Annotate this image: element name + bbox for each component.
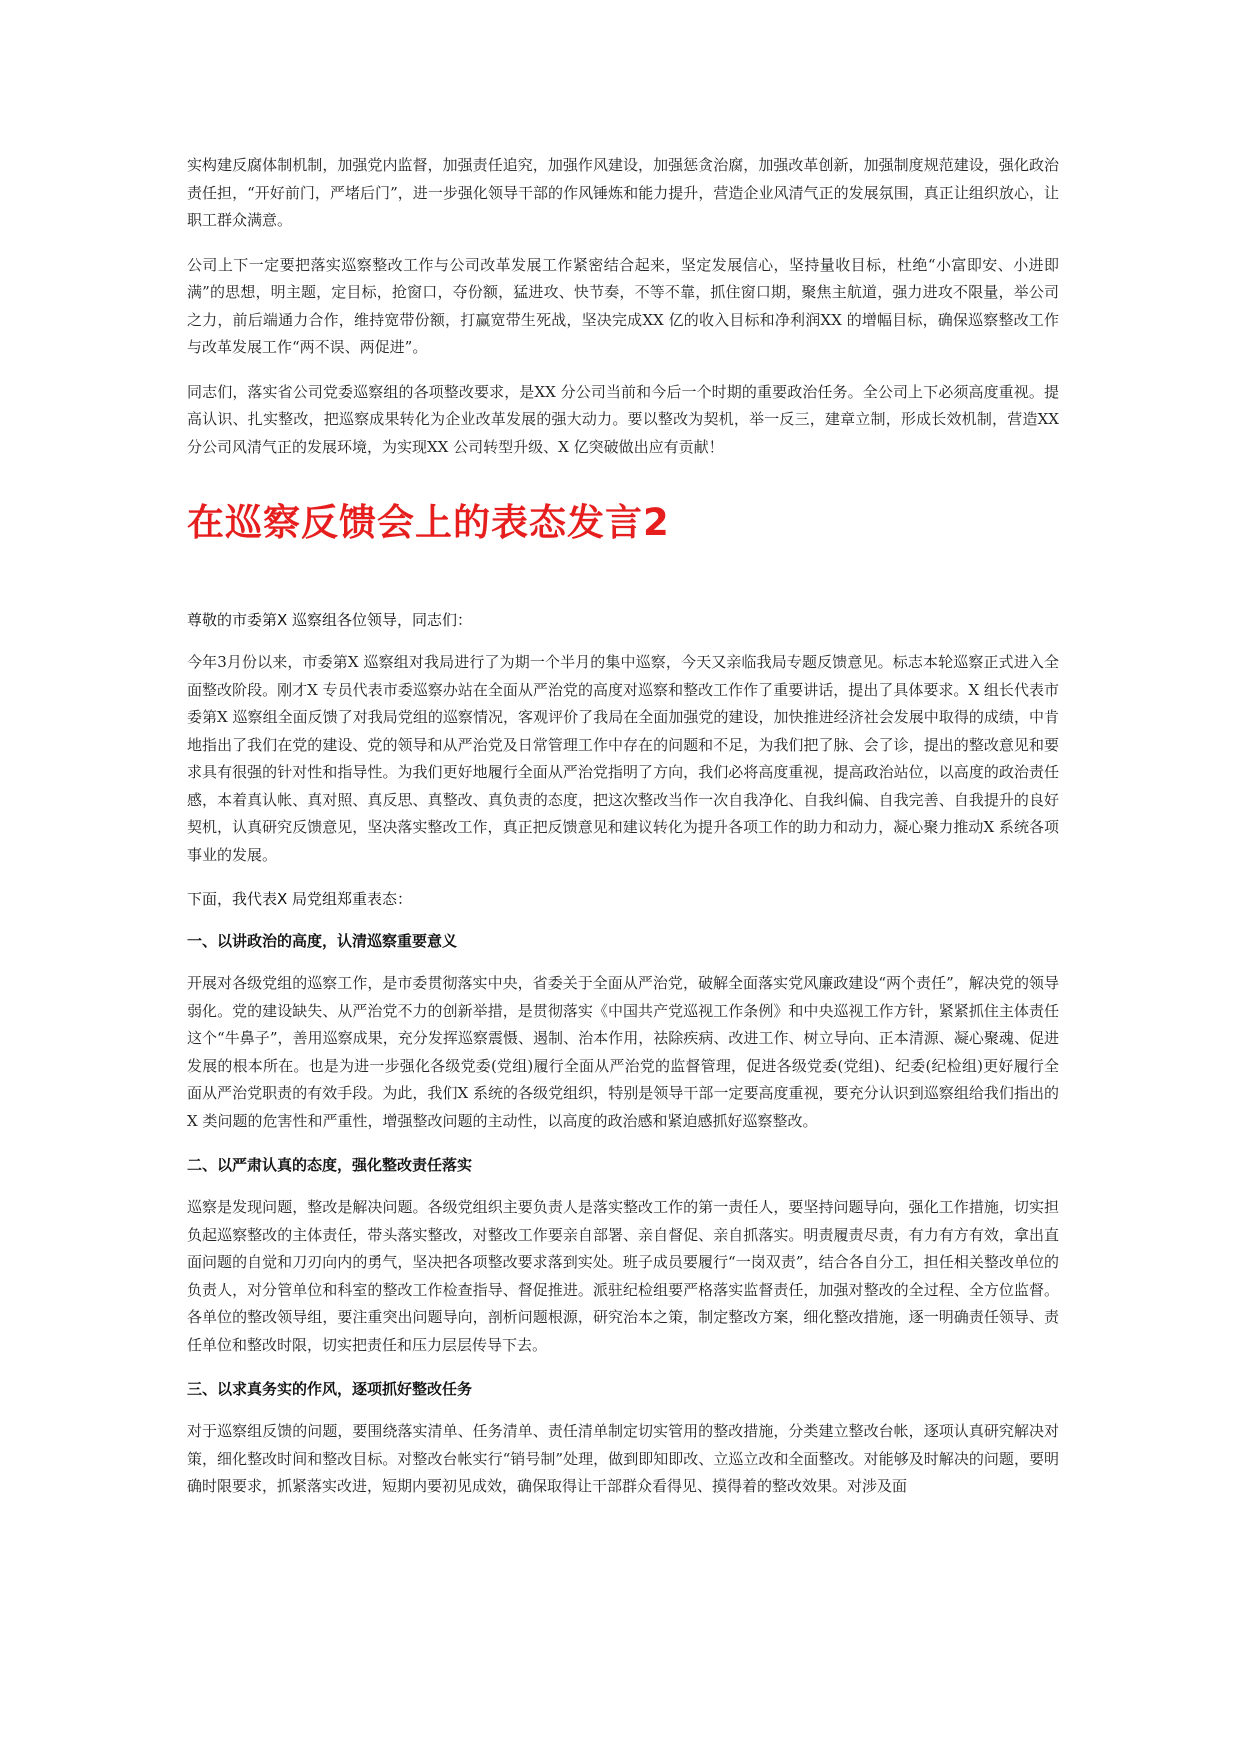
opening-paragraph: 今年3月份以来，市委第X 巡察组对我局进行了为期一个半月的集中巡察，今天又亲临我局专题反馈意见。标志本轮巡察正式进入全面整改阶段。刚才X 专员代表市委巡察办站在全面从严治党的高度对巡察和整改工作作了重要讲话，提出了具体要求。X 组长代表市委第X 巡察组全面反馈了对我局党组的巡察情况，客观评价了我局在全面加强党的建设，加快推进经济社会发展中取得的成绩，中肯地指出了我们在党的建设、党的领导和从严治党及日常管理工作中存在的问题和不足，为我们把了脉、会了诊，提出的整改意见和要求具有很强的针对性和指导性。为我们更好地履行全面从严治党指明了方向，我们必将高度重视，提高政治站位，以高度的政治责任感，本着真认帐、真对照、真反思、真整改、真负责的态度，把这次整改当作一次自我净化、自我纠偏、自我完善、自我提升的良好契机，认真研究反馈意见，坚决落实整改工作，真正把反馈意见和建议转化为提升各项工作的助力和动力，凝心聚力推动X 系统各项事业的发展。 [187, 653, 1059, 864]
document-title: 在巡察反馈会上的表态发言2 [187, 501, 670, 544]
statement-lead: 下面，我代表X 局党组郑重表态： [187, 890, 413, 908]
section-heading-2: 二、以严肃认真的态度，强化整改责任落实 [187, 1156, 473, 1174]
section-heading-3: 三、以求真务实的作风，逐项抓好整改任务 [187, 1380, 473, 1398]
intro-paragraph-1: 实构建反腐体制机制，加强党内监督，加强责任追究，加强作风建设，加强惩贪治腐，加强改革创新，加强制度规范建设，强化政治责任担，“开好前门，严堵后门”，进一步强化领导干部的作风锤炼和能力提升，营造企业风清气正的发展氛围，真正让组织放心，让职工群众满意。 [187, 156, 1059, 229]
document-body [187, 152, 1059, 1518]
intro-paragraph-3: 同志们，落实省公司党委巡察组的各项整改要求，是XX 分公司当前和今后一个时期的重要政治任务。全公司上下必须高度重视。提高认识、扎实整改，把巡察成果转化为企业改革发展的强大动力。要以整改为契机，举一反三，建章立制，形成长效机制，营造XX 分公司风清气正的发展环境，为实现XX 公司转型升级、X 亿突破做出应有贡献！ [187, 382, 1059, 456]
section-body-2: 巡察是发现问题，整改是解决问题。各级党组织主要负责人是落实整改工作的第一责任人，要坚持问题导向，强化工作措施，切实担负起巡察整改的主体责任，带头落实整改，对整改工作要亲自部署、亲自督促、亲自抓落实。明责履责尽责，有力有方有效，拿出直面问题的自觉和刀刃向内的勇气，坚决把各项整改要求落到实处。班子成员要履行“一岗双责”，结合各自分工，担任相关整改单位的负责人，对分管单位和科室的整改工作检查指导、督促推进。派驻纪检组要严格落实监督责任，加强对整改的全过程、全方位监督。各单位的整改领导组，要注重突出问题导向，剖析问题根源，研究治本之策，制定整改方案，细化整改措施，逐一明确责任领导、责任单位和整改时限，切实把责任和压力层层传导下去。 [187, 1198, 1059, 1354]
section-body-1: 开展对各级党组的巡察工作，是市委贯彻落实中央，省委关于全面从严治党，破解全面落实党风廉政建设“两个责任”，解决党的领导弱化。党的建设缺失、从严治党不力的创新举措，是贯彻落实《中国共产党巡视工作条例》和中央巡视工作方针，紧紧抓住主体责任这个“牛鼻子”，善用巡察成果，充分发挥巡察震慑、遏制、治本作用，祛除疾病、改进工作、树立导向、正本清源、凝心聚魂、促进发展的根本所在。也是为进一步强化各级党委(党组)履行全面从严治党的监督管理，促进各级党委(党组)、纪委(纪检组)更好履行全面从严治党职责的有效手段。为此，我们X 系统的各级党组织，特别是领导干部一定要高度重视，要充分认识到巡察组给我们指出的X 类问题的危害性和严重性，增强整改问题的主动性，以高度的政治感和紧迫感抓好巡察整改。 [187, 974, 1059, 1130]
section-body-3: 对于巡察组反馈的问题，要围绕落实清单、任务清单、责任清单制定切实管用的整改措施，分类建立整改台帐，逐项认真研究解决对策，细化整改时间和整改目标。对整改台帐实行“销号制”处理，做到即知即改、立巡立改和全面整改。对能够及时解决的问题，要明确时限要求，抓紧落实改进，短期内要初见成效，确保取得让干部群众看得见、摸得着的整改效果。对涉及面 [187, 1422, 1059, 1495]
section-heading-1: 一、以讲政治的高度，认清巡察重要意义 [187, 932, 458, 950]
intro-paragraph-2: 公司上下一定要把落实巡察整改工作与公司改革发展工作紧密结合起来，坚定发展信心，坚持量收目标，杜绝“小富即安、小进即满”的思想，明主题，定目标，抢窗口，夺份额，猛进攻、快节奏，不等不靠，抓住窗口期，聚焦主航道，强力进攻不限量，举公司之力，前后端通力合作，维持宽带份额，打赢宽带生死战，坚决完成XX 亿的收入目标和净利润XX 的增幅目标，确保巡察整改工作与改革发展工作“两不误、两促进”。 [187, 255, 1059, 356]
greeting: 尊敬的市委第X 巡察组各位领导，同志们： [187, 611, 473, 629]
